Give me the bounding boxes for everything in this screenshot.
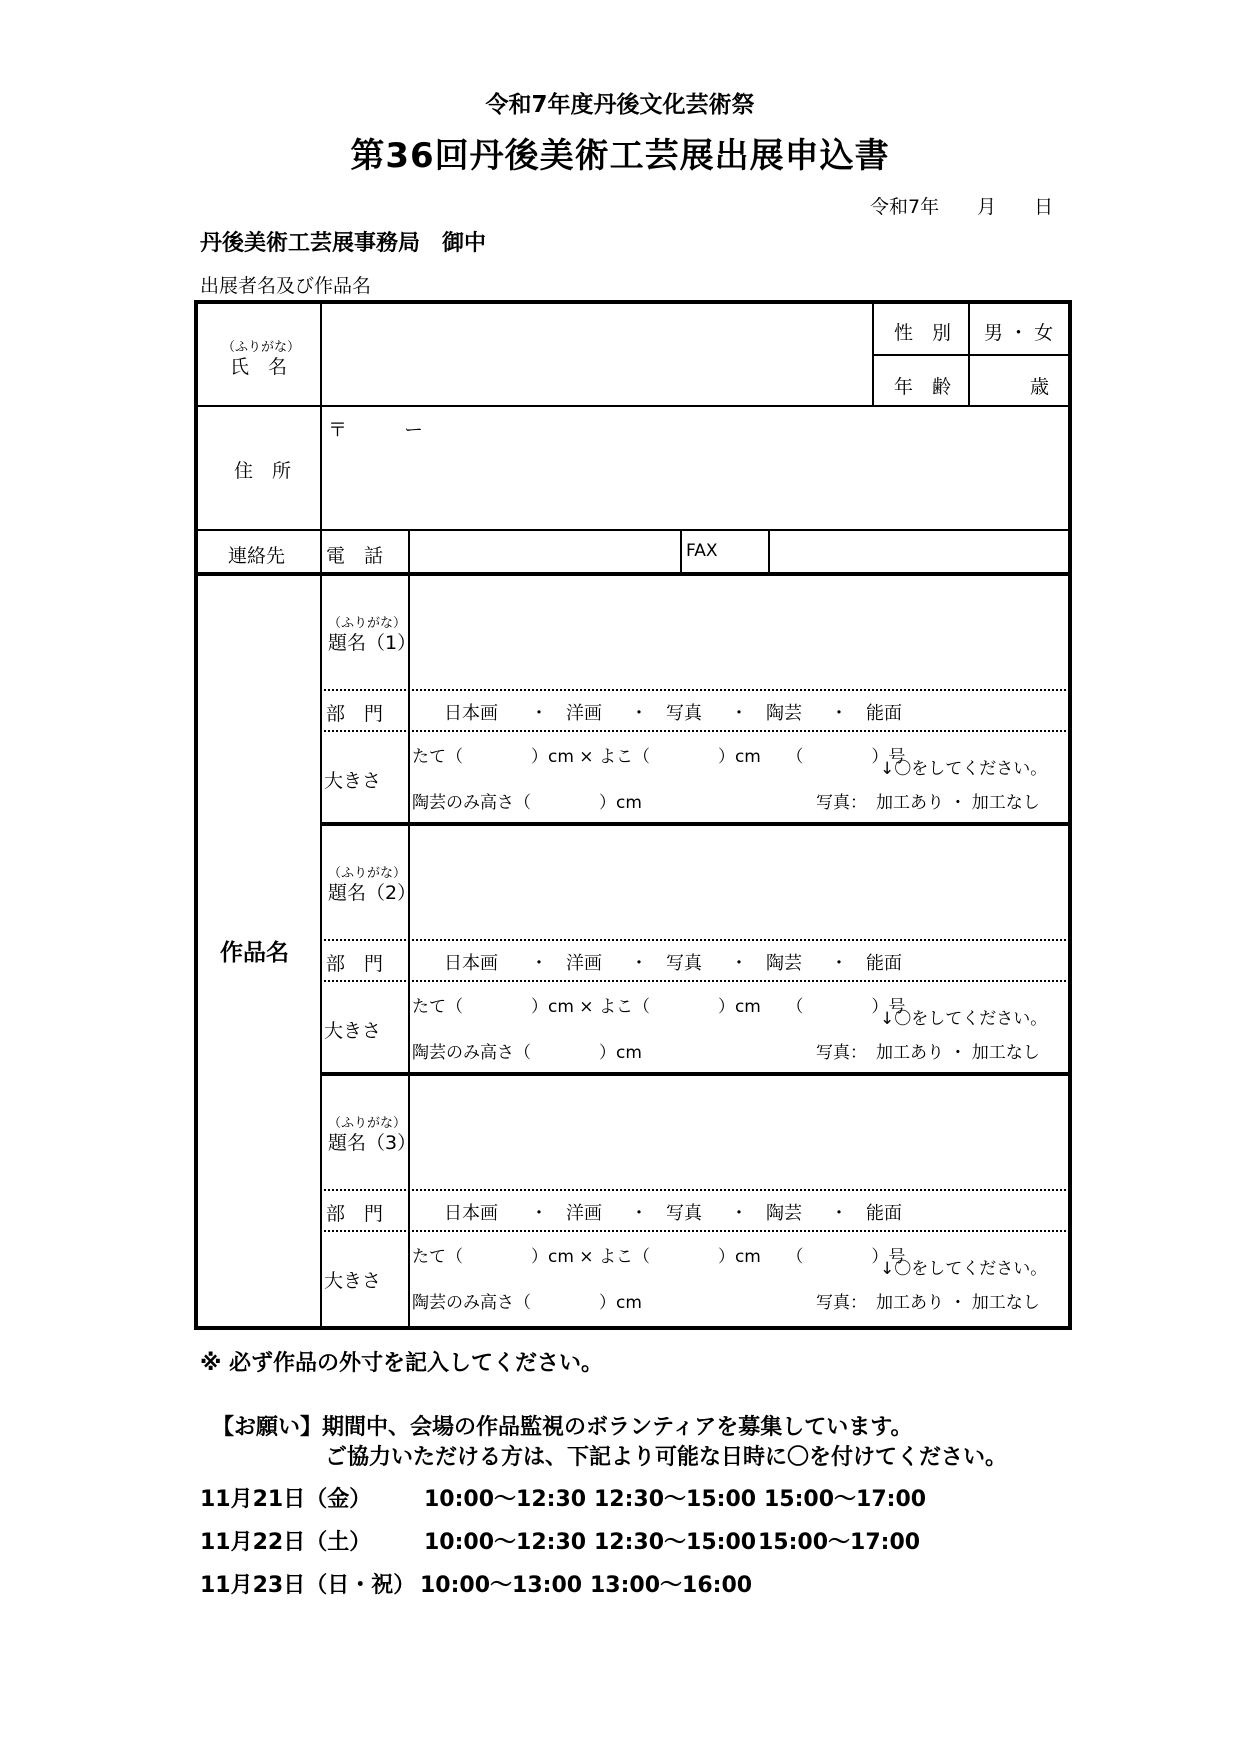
work3-circle-note: ↓〇をしてください。 bbox=[880, 1259, 1048, 1279]
age-unit: 歳 bbox=[1030, 376, 1050, 398]
work2-category-label: 部 門 bbox=[326, 953, 384, 975]
work3-category-nihonga[interactable]: 日本画 bbox=[444, 1203, 498, 1224]
work2-category-ceramics[interactable]: 陶芸 bbox=[766, 953, 802, 974]
schedule-slot[interactable]: 12:30〜15:00 bbox=[594, 1487, 757, 1512]
section-label: 出展者名及び作品名 bbox=[200, 275, 372, 297]
work1-category-nihonga[interactable]: 日本画 bbox=[444, 703, 498, 724]
fax-value-divider bbox=[768, 529, 770, 573]
name-input[interactable] bbox=[342, 320, 862, 400]
phone-label-divider bbox=[408, 529, 410, 573]
table-border-top bbox=[194, 300, 1072, 304]
sex-options[interactable]: 男 ・ 女 bbox=[984, 322, 1054, 344]
work1-size-label: 大きさ bbox=[324, 770, 382, 792]
schedule-slot[interactable]: 12:30〜15:00 bbox=[594, 1530, 757, 1555]
schedule-slot[interactable]: 10:00〜12:30 bbox=[424, 1530, 587, 1555]
work1-photo-options[interactable]: 加工あり ・ 加工なし bbox=[876, 793, 1040, 813]
work2-size-fields[interactable]: たて（ ）cm × よこ（ ）cm （ ）号 bbox=[412, 997, 906, 1017]
work2-category-dot: ・ bbox=[730, 953, 748, 974]
work1-category-dot: ・ bbox=[630, 703, 648, 724]
work2-furigana-label: （ふりがな） bbox=[328, 866, 407, 881]
work3-category-divider bbox=[320, 1230, 1070, 1232]
work1-size-fields[interactable]: たて（ ）cm × よこ（ ）cm （ ）号 bbox=[412, 747, 906, 767]
work3-size-label: 大きさ bbox=[324, 1270, 382, 1292]
schedule-slot[interactable]: 15:00〜17:00 bbox=[764, 1487, 927, 1512]
schedule-slot[interactable]: 10:00〜12:30 bbox=[424, 1487, 587, 1512]
table-border-bottom bbox=[194, 1326, 1072, 1330]
work2-category-nihonga[interactable]: 日本画 bbox=[444, 953, 498, 974]
works-section-label: 作品名 bbox=[220, 940, 289, 966]
work3-furigana-label: （ふりがな） bbox=[328, 1116, 407, 1131]
name-address-divider bbox=[194, 405, 1072, 407]
works-section-divider bbox=[194, 572, 1072, 576]
work1-category-label: 部 門 bbox=[326, 703, 384, 725]
phone-input[interactable] bbox=[414, 534, 676, 570]
schedule-slot[interactable]: 15:00〜17:00 bbox=[758, 1530, 921, 1555]
work3-ceramic-height[interactable]: 陶芸のみ高さ（ ）cm bbox=[412, 1293, 642, 1313]
name-label: 氏 名 bbox=[230, 356, 288, 378]
addressee: 丹後美術工芸展事務局 御中 bbox=[200, 231, 487, 256]
work3-category-dot: ・ bbox=[630, 1203, 648, 1224]
work3-title-label: 題名（3） bbox=[328, 1132, 417, 1154]
work3-photo-options[interactable]: 加工あり ・ 加工なし bbox=[876, 1293, 1040, 1313]
work1-category-yoga[interactable]: 洋画 bbox=[566, 703, 602, 724]
work2-title-label: 題名（2） bbox=[328, 882, 417, 904]
schedule-slot[interactable]: 13:00〜16:00 bbox=[590, 1573, 753, 1598]
work1-circle-note: ↓〇をしてください。 bbox=[880, 759, 1048, 779]
volunteer-request-line1: 【お願い】期間中、会場の作品監視のボランティアを募集しています。 bbox=[212, 1415, 913, 1440]
sex-column-divider bbox=[872, 300, 874, 405]
name-furigana-label: （ふりがな） bbox=[222, 340, 301, 355]
form-title: 第36回丹後美術工芸展出展申込書 bbox=[350, 136, 890, 176]
work2-title-divider bbox=[320, 939, 1070, 941]
sex-value-divider bbox=[968, 300, 970, 405]
work1-category-dot: ・ bbox=[530, 703, 548, 724]
label-column-divider bbox=[320, 300, 322, 1330]
work2-category-yoga[interactable]: 洋画 bbox=[566, 953, 602, 974]
work3-photo-label: 写真： bbox=[816, 1293, 867, 1313]
form-subtitle: 令和7年度丹後文化芸術祭 bbox=[485, 92, 755, 118]
work1-ceramic-height[interactable]: 陶芸のみ高さ（ ）cm bbox=[412, 793, 642, 813]
contact-label: 連絡先 bbox=[228, 545, 286, 567]
fax-label: FAX bbox=[686, 541, 718, 561]
work2-category-dot: ・ bbox=[830, 953, 848, 974]
work1-category-dot: ・ bbox=[830, 703, 848, 724]
work2-category-divider bbox=[320, 980, 1070, 982]
work2-category-noh-mask[interactable]: 能面 bbox=[866, 953, 902, 974]
work3-category-dot: ・ bbox=[530, 1203, 548, 1224]
work1-category-divider bbox=[320, 730, 1070, 732]
address-label: 住 所 bbox=[234, 460, 292, 482]
work1-title-divider bbox=[320, 689, 1070, 691]
age-label: 年 齢 bbox=[894, 376, 952, 398]
sex-label: 性 別 bbox=[894, 322, 952, 344]
work2-bottom-border bbox=[320, 1072, 1072, 1076]
fax-label-divider bbox=[680, 529, 682, 573]
work2-photo-options[interactable]: 加工あり ・ 加工なし bbox=[876, 1043, 1040, 1063]
table-border-left bbox=[194, 300, 198, 1330]
schedule-slot[interactable]: 10:00〜13:00 bbox=[420, 1573, 583, 1598]
work1-bottom-border bbox=[320, 822, 1072, 826]
work2-circle-note: ↓〇をしてください。 bbox=[880, 1009, 1048, 1029]
sex-age-divider bbox=[872, 354, 1070, 356]
work2-ceramic-height[interactable]: 陶芸のみ高さ（ ）cm bbox=[412, 1043, 642, 1063]
postal-code-field[interactable]: 〒 ー bbox=[328, 419, 424, 441]
work3-category-photo[interactable]: 写真 bbox=[666, 1203, 702, 1224]
work3-category-noh-mask[interactable]: 能面 bbox=[866, 1203, 902, 1224]
work3-category-label: 部 門 bbox=[326, 1203, 384, 1225]
work1-photo-label: 写真： bbox=[816, 793, 867, 813]
table-border-right bbox=[1068, 300, 1072, 1330]
works-label-divider bbox=[408, 572, 410, 1328]
work3-category-yoga[interactable]: 洋画 bbox=[566, 1203, 602, 1224]
schedule-day-3: 11月23日（日・祝） bbox=[200, 1573, 416, 1598]
volunteer-request-line2: ご協力いただける方は、下記より可能な日時に〇を付けてください。 bbox=[325, 1445, 1008, 1470]
work3-size-fields[interactable]: たて（ ）cm × よこ（ ）cm （ ）号 bbox=[412, 1247, 906, 1267]
work1-title-label: 題名（1） bbox=[328, 632, 417, 654]
application-form-table bbox=[194, 300, 1072, 1330]
work2-photo-label: 写真： bbox=[816, 1043, 867, 1063]
fax-input[interactable] bbox=[774, 534, 1064, 570]
work2-category-dot: ・ bbox=[530, 953, 548, 974]
work3-category-dot: ・ bbox=[830, 1203, 848, 1224]
work1-category-dot: ・ bbox=[730, 703, 748, 724]
schedule-day-2: 11月22日（土） bbox=[200, 1530, 372, 1555]
work2-category-dot: ・ bbox=[630, 953, 648, 974]
work2-size-label: 大きさ bbox=[324, 1020, 382, 1042]
work1-category-photo[interactable]: 写真 bbox=[666, 703, 702, 724]
work1-category-ceramics[interactable]: 陶芸 bbox=[766, 703, 802, 724]
dimension-note: ※ 必ず作品の外寸を記入してください。 bbox=[200, 1351, 604, 1376]
work2-category-photo[interactable]: 写真 bbox=[666, 953, 702, 974]
work1-furigana-label: （ふりがな） bbox=[328, 616, 407, 631]
schedule-day-1: 11月21日（金） bbox=[200, 1487, 372, 1512]
work3-category-dot: ・ bbox=[730, 1203, 748, 1224]
application-date[interactable]: 令和7年 月 日 bbox=[870, 196, 1054, 218]
phone-label: 電 話 bbox=[326, 545, 384, 567]
work3-title-divider bbox=[320, 1189, 1070, 1191]
address-contact-divider bbox=[194, 529, 1072, 531]
work1-category-noh-mask[interactable]: 能面 bbox=[866, 703, 902, 724]
work3-category-ceramics[interactable]: 陶芸 bbox=[766, 1203, 802, 1224]
